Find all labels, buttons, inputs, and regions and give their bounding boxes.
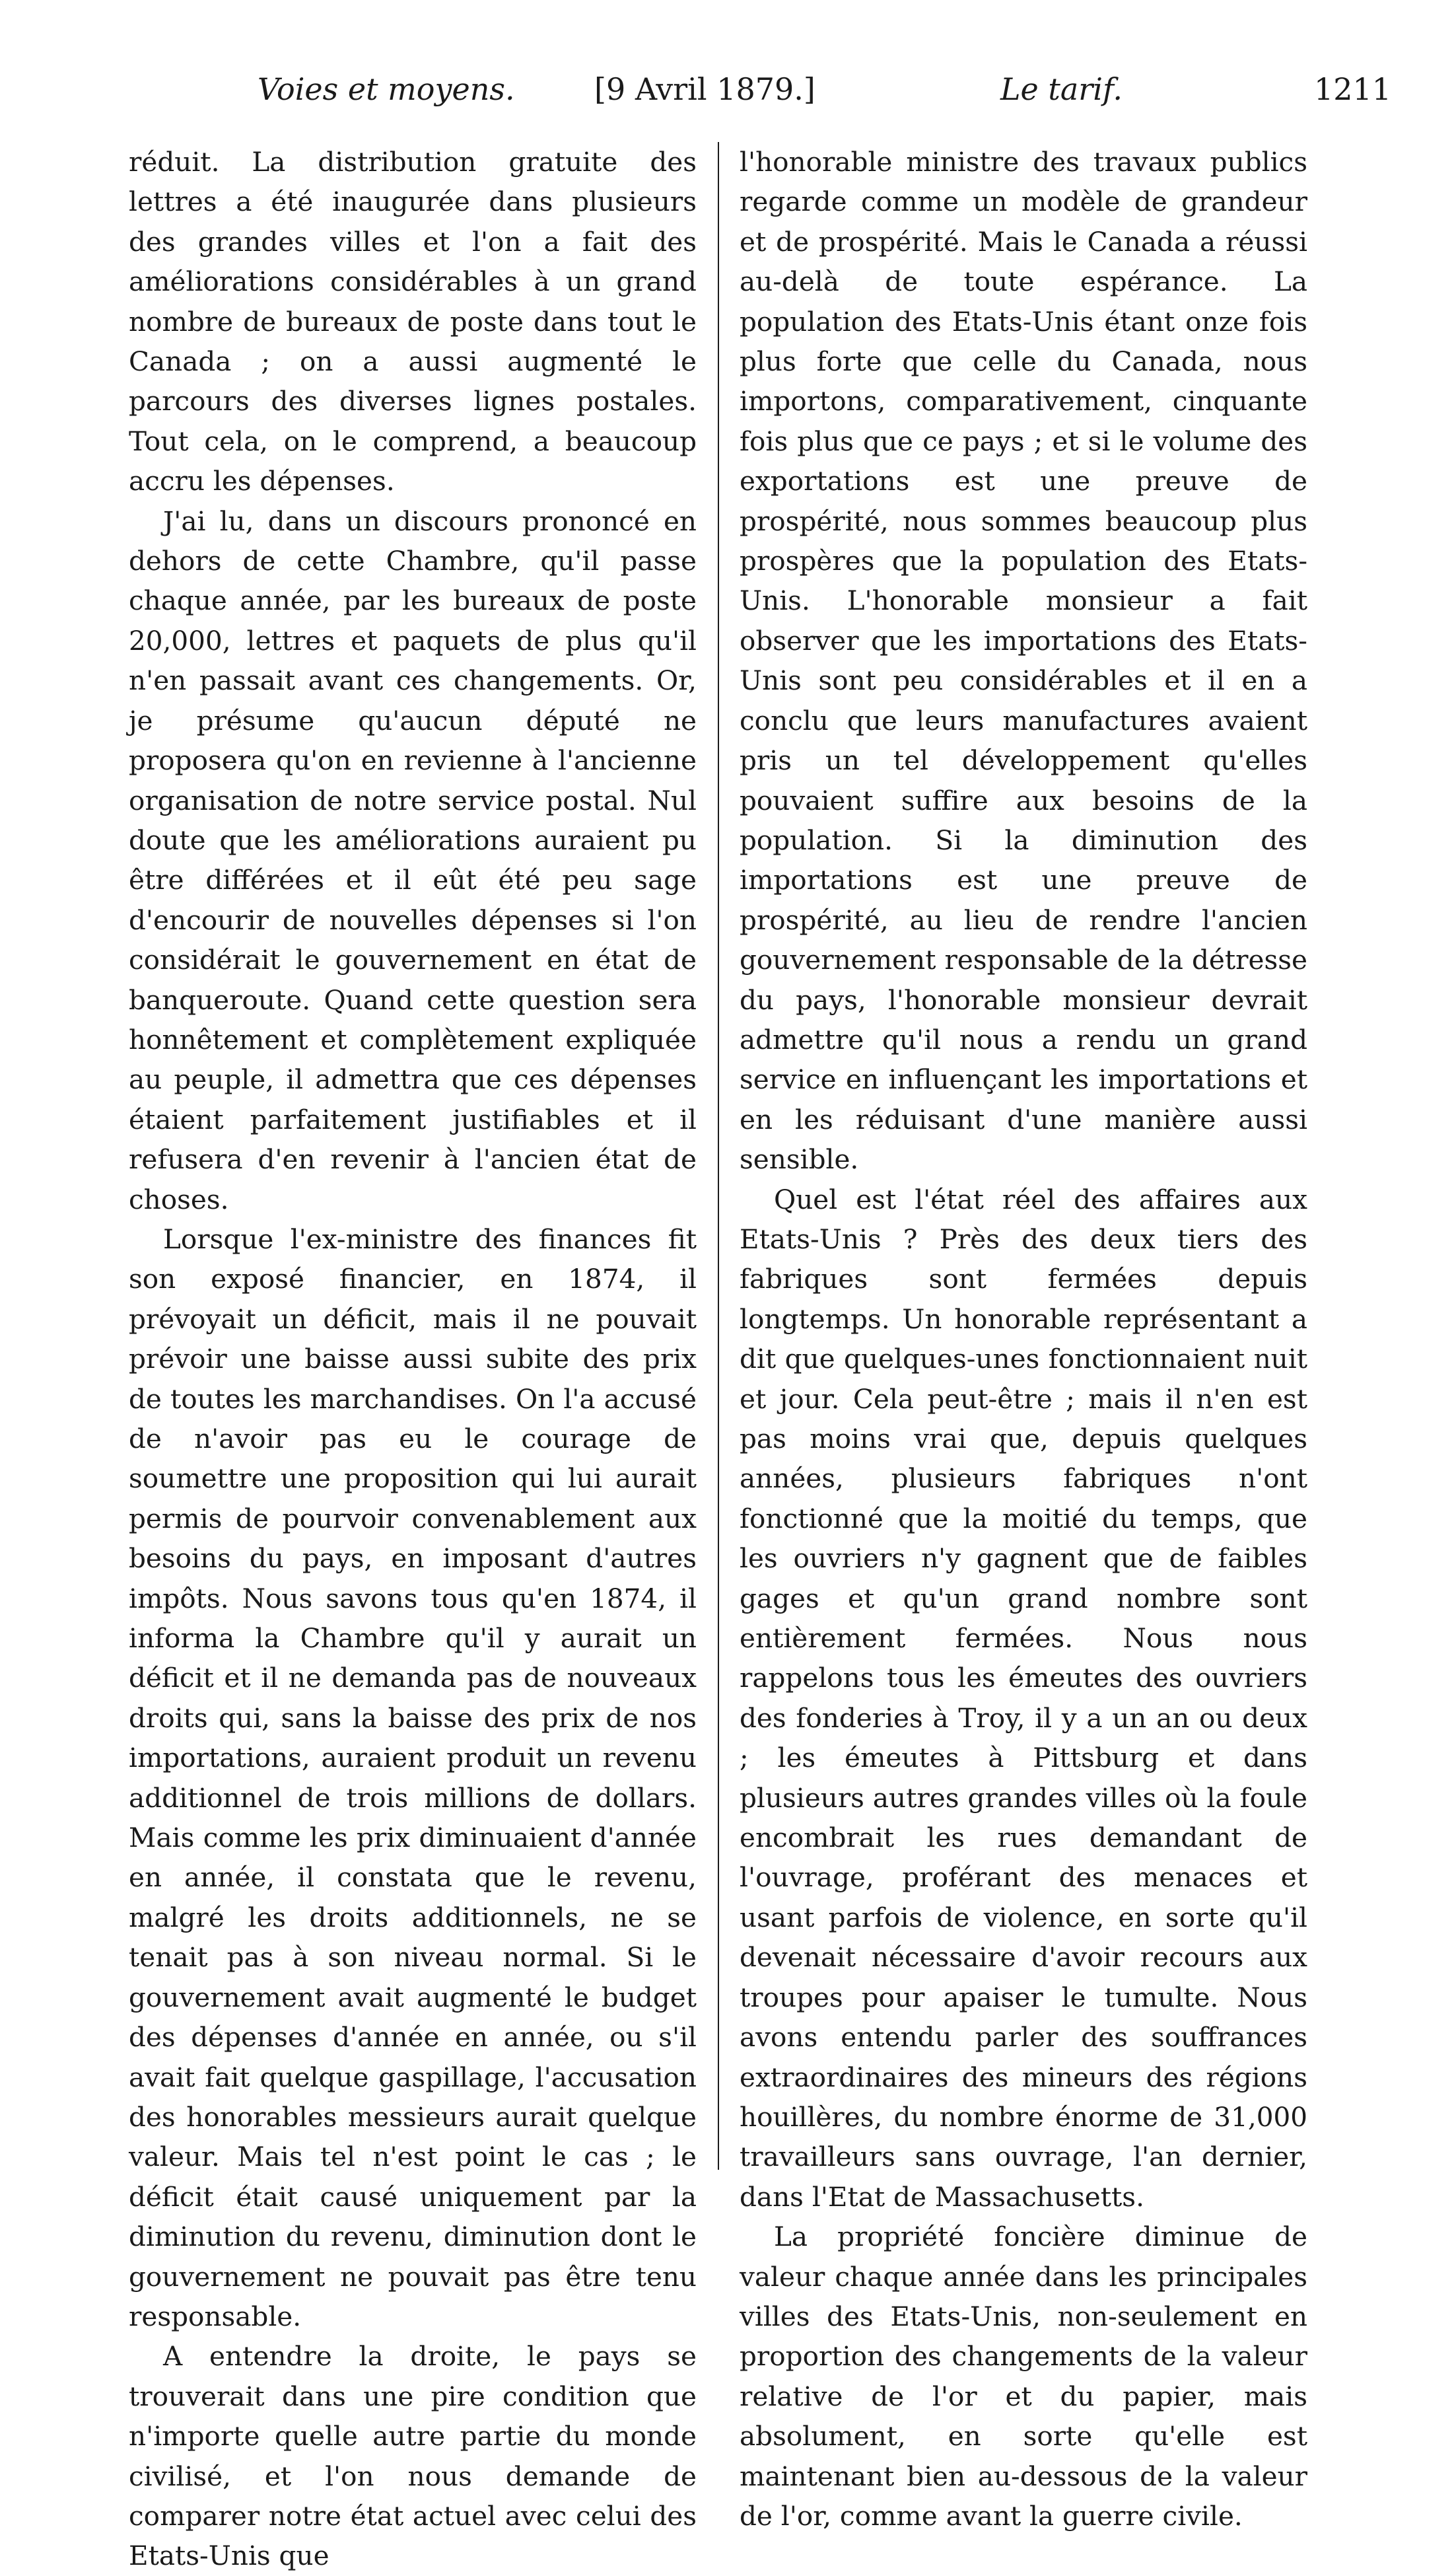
paragraph: réduit. La distribution gratuite des lettres a été inaugurée dans plusieurs des grandes villes et l'on a fait des améliorations considérables à un grand nombre de bureaux de poste dans tout le Canada ; on a aussi augmenté le parcours des diverses lignes postales. Tout cela, on le comprend, a beaucoup accru les dépenses. xyxy=(129,146,697,497)
running-header xyxy=(0,66,1454,112)
paragraph: l'honorable ministre des travaux publics regarde comme un modèle de grandeur et de prospérité. Mais le Canada a réussi au-delà de toute espérance. La population des Etats-Unis étant onze fois plus forte que celle du Canada, nous importons, comparativement, cinquante fois plus que ce pays ; et si le volume des exportations est une preuve de prospérité, nous sommes beaucoup plus prospères que la population des Etats-Unis. L'honorable monsieur a fait observer que les importations des Etats-Unis sont peu considérables et il en a conclu que leurs manufactures avaient pris un tel développement qu'elles pouvaient suffire aux besoins de la population. Si la diminution des importations est une preuve de prospérité, au lieu de rendre l'ancien gouvernement responsable de la détresse du pays, l'honorable monsieur devrait admettre qu'il nous a rendu un grand service en influençant les importations et en les réduisant d'une manière aussi sensible. xyxy=(740,146,1307,1176)
header-date: [9 Avril 1879.] xyxy=(594,71,815,107)
paragraph: Quel est l'état réel des affaires aux Etats-Unis ? Près des deux tiers des fabriques sont fermées depuis longtemps. Un honorable représentant a dit que quelques-unes fonctionnaient nuit et jour. Cela peut-être ; mais il n'en est pas moins vrai que, depuis quelques années, plusieurs fabriques n'ont fonctionné que la moitié du temps, que les ouvriers n'y gagnent que de faibles gages et qu'un grand nombre sont entièrement fermées. Nous nous rappelons tous les émeutes des ouvriers des fonderies à Troy, il y a un an ou deux ; les émeutes à Pittsburg et dans plusieurs autres grandes villes où la foule encombrait les rues demandant de l'ouvrage, proférant des menaces et usant parfois de violence, en sorte qu'il devenait nécessaire d'avoir recours aux troupes pour apaiser le tumulte. Nous avons entendu parler des souffrances extraordinaires des mineurs des régions houillères, du nombre énorme de 31,000 travailleurs sans ouvrage, l'an dernier, dans l'Etat de Massachusetts. xyxy=(740,1183,1307,2213)
right-column xyxy=(740,142,1307,2536)
paragraph: J'ai lu, dans un discours prononcé en dehors de cette Chambre, qu'il passe chaque année, par les bureaux de poste 20,000, lettres et paquets de plus qu'il n'en passait avant ces changements. Or, je présume qu'aucun député ne proposera qu'on en revienne à l'ancienne organisation de notre service postal. Nul doute que les améliorations auraient pu être différées et il eût été peu sage d'encourir de nouvelles dépenses si l'on considérait le gouvernement en état de banqueroute. Quand cette question sera honnêtement et complètement expliquée au peuple, il admettra que ces dépenses étaient parfaitement justifiables et il refusera d'en revenir à l'ancien état de choses. xyxy=(129,505,697,1215)
paragraph: La propriété foncière diminue de valeur chaque année dans les principales villes des Etats-Unis, non-seulement en proportion des changements de la valeur relative de l'or et du papier, mais absolument, en sorte qu'elle est maintenant bien au-dessous de la valeur de l'or, comme avant la guerre civile. xyxy=(740,2221,1307,2532)
paragraph: Lorsque l'ex-ministre des finances fit son exposé financier, en 1874, il prévoyait un déficit, mais il ne pouvait prévoir une baisse aussi subite des prix de toutes les marchandises. On l'a accusé de n'avoir pas eu le courage de soumettre une proposition qui lui aurait permis de pourvoir convenablement aux besoins du pays, en imposant d'autres impôts. Nous savons tous qu'en 1874, il informa la Chambre qu'il y aurait un déficit et il ne demanda pas de nouveaux droits qui, sans la baisse des prix de nos importations, auraient produit un revenu additionnel de trois millions de dollars. Mais comme les prix diminuaient d'année en année, il constata que le revenu, malgré les droits additionnels, ne se tenait pas à son niveau normal. Si le gouvernement avait augmenté le budget des dépenses d'année en année, ou s'il avait fait quelque gaspillage, l'accusation des honorables messieurs aurait quelque valeur. Mais tel n'est point le cas ; le déficit était causé uniquement par la diminution du revenu, diminution dont le gouvernement ne pouvait pas être tenu responsable. xyxy=(129,1223,697,2332)
page-number: 1211 xyxy=(1314,71,1392,107)
left-column xyxy=(129,142,697,2576)
header-section-title: Voies et moyens. xyxy=(258,71,515,107)
header-topic: Le tarif. xyxy=(1000,71,1123,107)
column-divider xyxy=(718,142,719,2170)
paragraph: A entendre la droite, le pays se trouverait dans une pire condition que n'importe quelle autre partie du monde civilisé, et l'on nous demande de comparer notre état actuel avec celui des Etats-Unis que xyxy=(129,2340,697,2572)
